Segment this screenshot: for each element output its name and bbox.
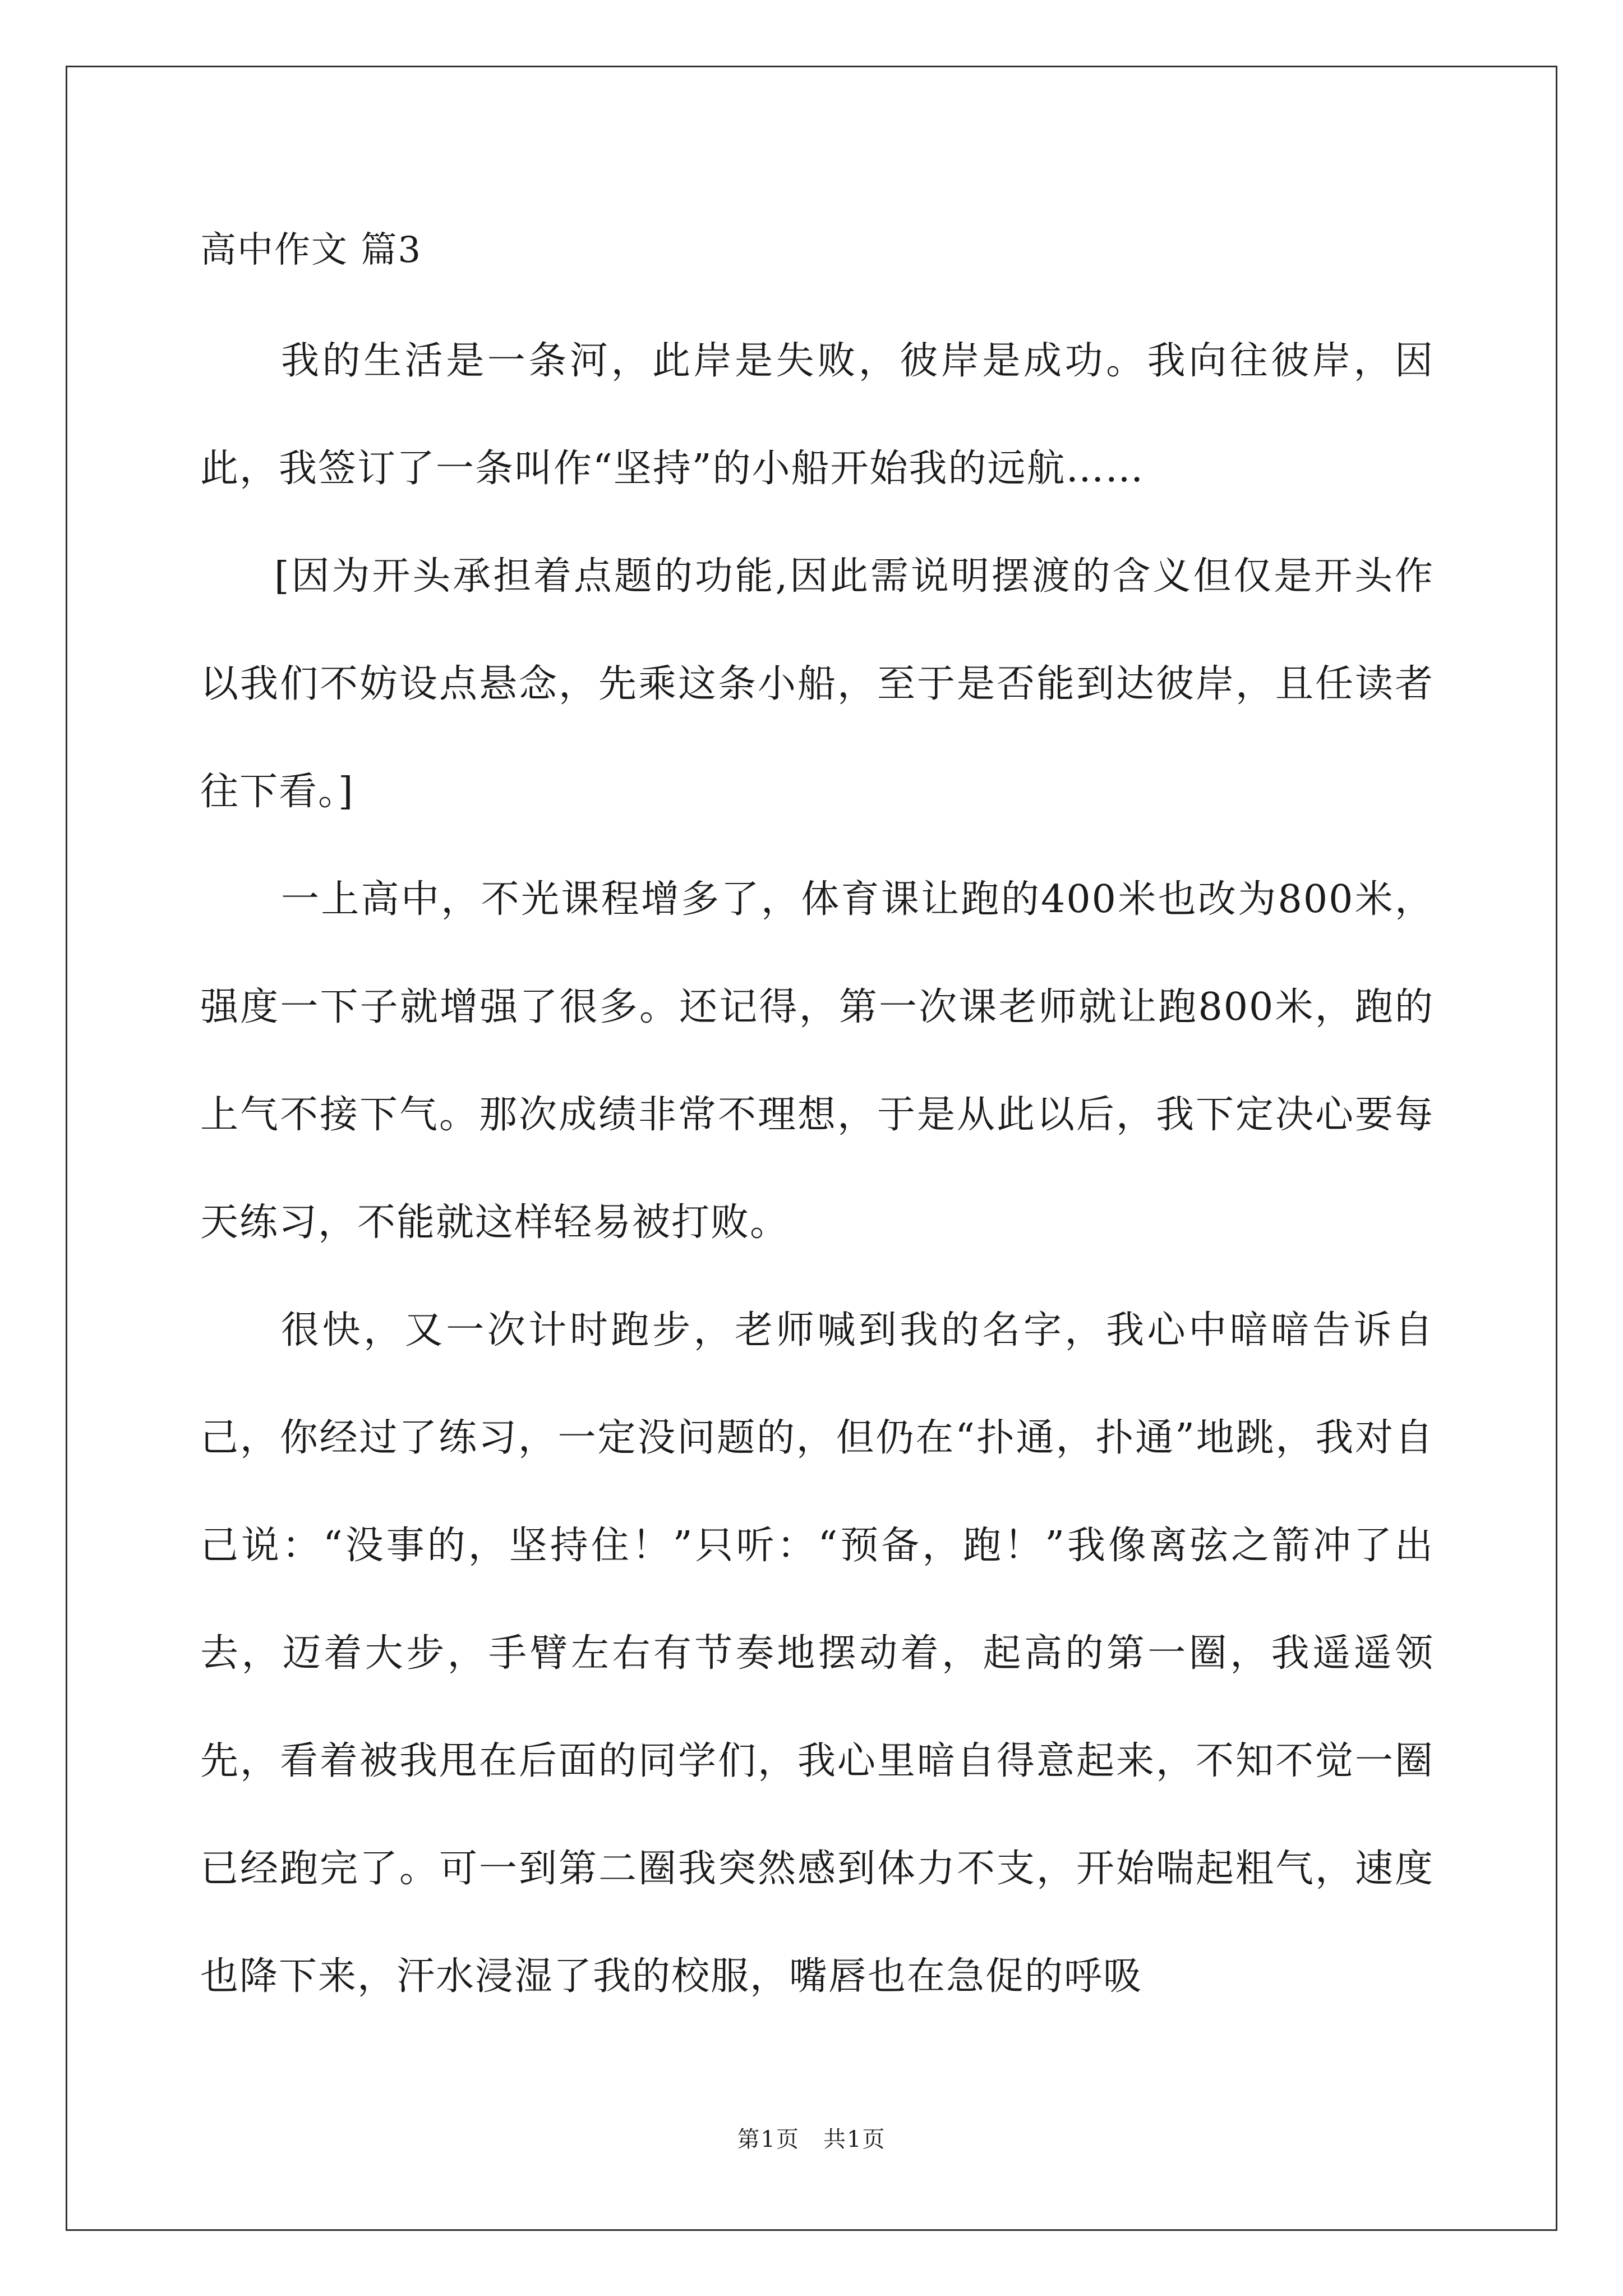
page-footer: 第1页 共1页 xyxy=(737,2127,886,2152)
document-title: 高中作文 篇3 xyxy=(200,229,422,271)
paragraph-4: 很快，又一次计时跑步，老师喊到我的名字，我心中暗暗告诉自己，你经过了练习，一定没问题的，但仍在“扑通，扑通”地跳，我对自己说：“没事的，坚持住！”只听：“预备，跑！”我像离弦之箭冲了出去，迈着大步，手臂左右有节奏地摆动着，起高的第一圈，我遥遥领先，看着被我甩在后面的同学们，我心里暗自得意起来，不知不觉一圈已经跑完了。可一到第二圈我突然感到体力不支，开始喘起粗气，速度也降下来，汗水浸湿了我的校服，嘴唇也在急促的呼吸 xyxy=(200,1308,1434,1999)
paragraph-2: [因为开头承担着点题的功能,因此需说明摆渡的含义但仅是开头作以我们不妨设点悬念，先乘这条小船，至于是否能到达彼岸，且任读者往下看。] xyxy=(200,554,1434,814)
paragraph-1: 我的生活是一条河，此岸是失败，彼岸是成功。我向往彼岸，因此，我签订了一条叫作“坚持”的小船开始我的远航…… xyxy=(200,339,1434,491)
document-body xyxy=(200,223,1434,2031)
paragraph-3: 一上高中，不光课程增多了，体育课让跑的400米也改为800米，强度一下子就增强了很多。还记得，第一次课老师就让跑800米，跑的上气不接下气。那次成绩非常不理想，于是从此以后，我下定决心要每天练习，不能就这样轻易被打败。 xyxy=(200,877,1434,1245)
